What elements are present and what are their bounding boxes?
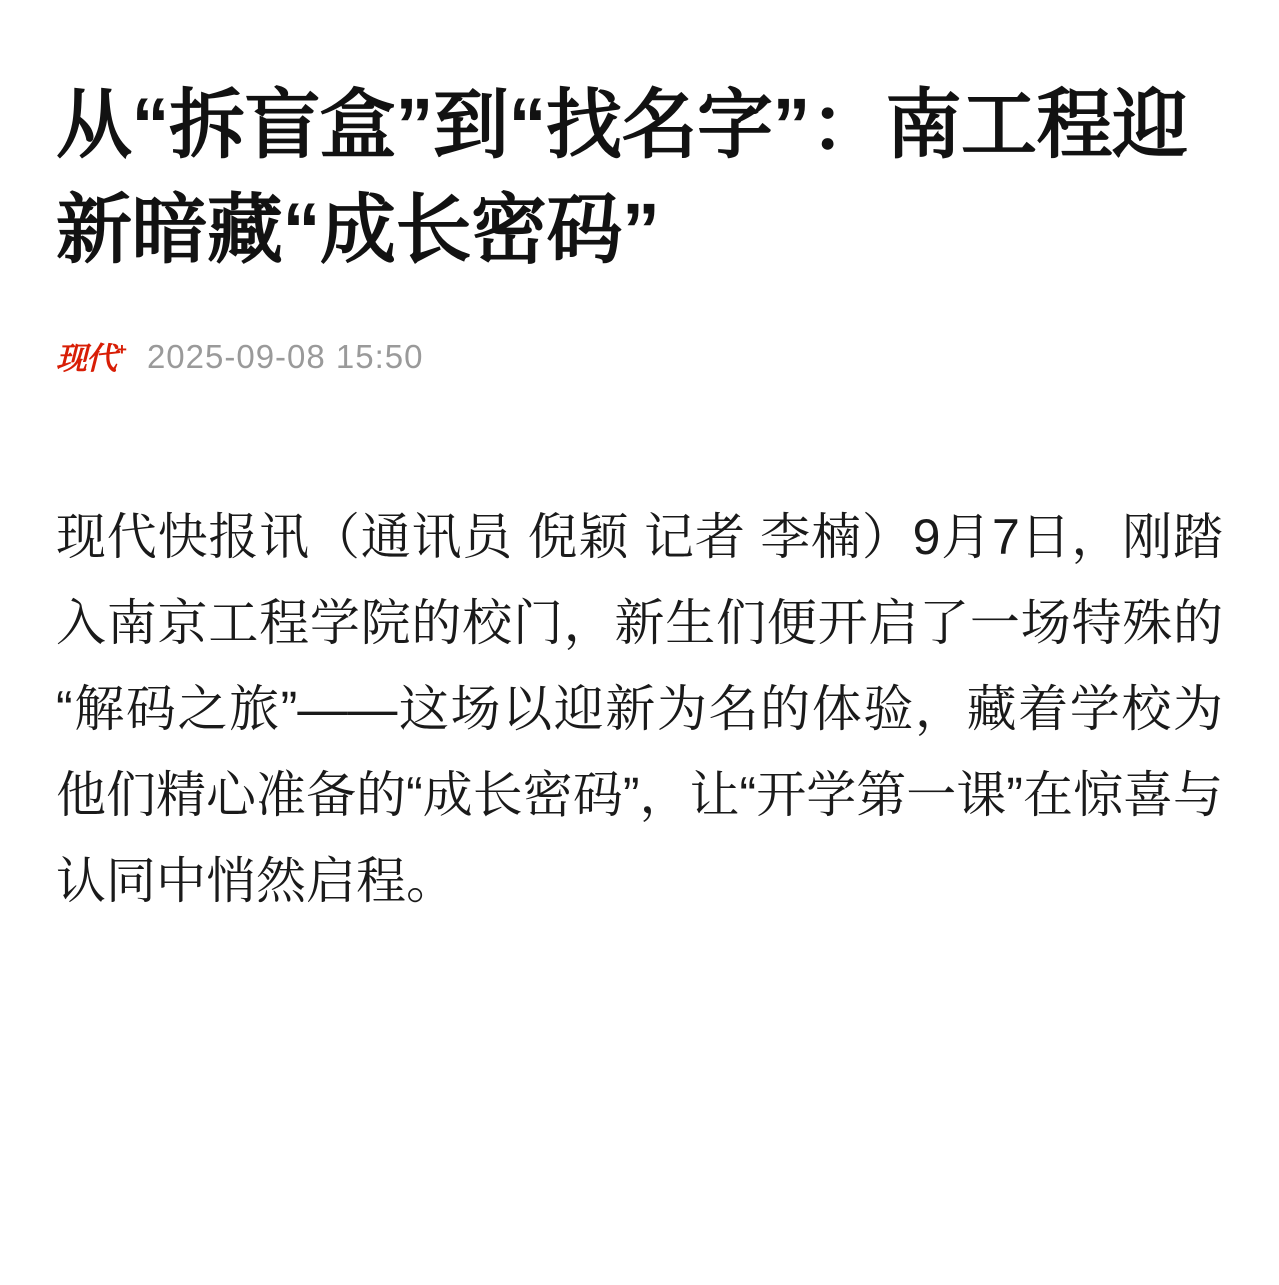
article-body <box>56 494 1223 924</box>
source-logo <box>56 340 126 377</box>
source-logo-text: 现代 <box>56 341 116 377</box>
article-meta <box>56 338 1223 376</box>
article-paragraph: 现代快报讯（通讯员 倪颖 记者 李楠）9月7日，刚踏入南京工程学院的校门，新生们便开启了一场特殊的“解码之旅”——这场以迎新为名的体验，藏着学校为他们精心准备的“成长密码”，让“开学第一课”在惊喜与认同中悄然启程。 <box>56 508 1223 909</box>
publish-timestamp: 2025-09-08 15:50 <box>146 337 424 375</box>
page-title: 从“拆盲盒”到“找名字”：南工程迎新暗藏“成长密码” <box>56 83 1188 273</box>
source-logo-plus-icon: + <box>117 340 126 360</box>
